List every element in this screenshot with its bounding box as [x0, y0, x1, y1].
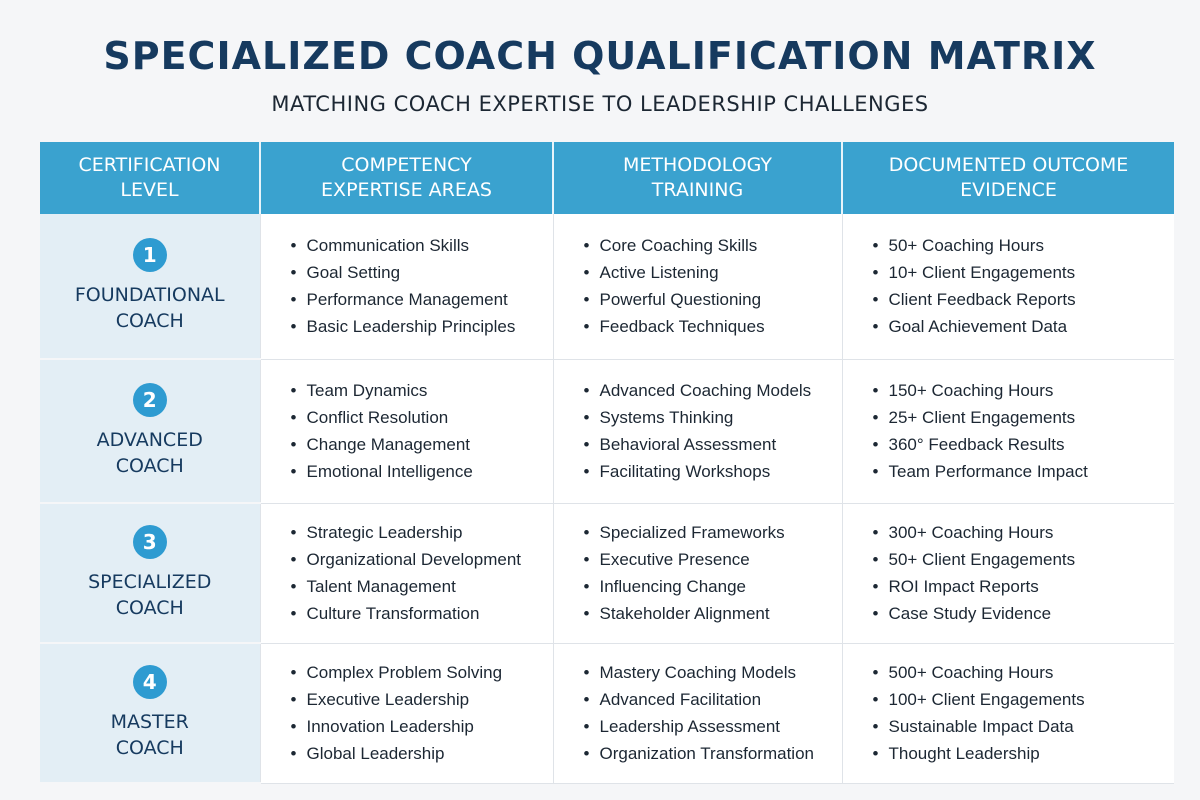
competency-list	[261, 232, 553, 340]
list-item: • 300+ Coaching Hours	[873, 519, 1175, 546]
list-item: • Innovation Leadership	[291, 713, 553, 740]
list-item: • Team Dynamics	[291, 377, 553, 404]
list-item: • Goal Achievement Data	[873, 313, 1175, 340]
list-item: • Talent Management	[291, 573, 553, 600]
qualification-matrix-table	[40, 142, 1174, 784]
list-item: • Core Coaching Skills	[584, 232, 842, 259]
evidence-list	[843, 519, 1175, 627]
list-item: • Sustainable Impact Data	[873, 713, 1175, 740]
list-item: • Change Management	[291, 431, 553, 458]
evidence-cell	[842, 214, 1174, 359]
list-item: • 25+ Client Engagements	[873, 404, 1175, 431]
competency-cell	[260, 643, 553, 783]
page-title: SPECIALIZED COACH QUALIFICATION MATRIX	[103, 34, 1097, 78]
evidence-cell	[842, 643, 1174, 783]
level-cell	[40, 643, 260, 783]
list-item: • Advanced Coaching Models	[584, 377, 842, 404]
list-item: • Goal Setting	[291, 259, 553, 286]
list-item: • Team Performance Impact	[873, 458, 1175, 485]
list-item: • Leadership Assessment	[584, 713, 842, 740]
level-name: MASTER COACH	[110, 711, 189, 759]
evidence-list	[843, 659, 1175, 767]
methodology-list	[554, 519, 842, 627]
list-item: • 50+ Coaching Hours	[873, 232, 1175, 259]
methodology-list	[554, 659, 842, 767]
level-cell	[40, 214, 260, 359]
methodology-list	[554, 232, 842, 340]
level-number-badge: 4	[133, 665, 167, 699]
level-number-badge: 1	[133, 238, 167, 272]
list-item: • Executive Leadership	[291, 686, 553, 713]
list-item: • Influencing Change	[584, 573, 842, 600]
list-item: • 500+ Coaching Hours	[873, 659, 1175, 686]
competency-list	[261, 377, 553, 485]
evidence-list	[843, 377, 1175, 485]
methodology-cell	[553, 359, 842, 503]
level-name: ADVANCED COACH	[96, 429, 203, 477]
header-label: CERTIFICATION LEVEL	[78, 154, 221, 201]
competency-list	[261, 519, 553, 627]
evidence-list	[843, 232, 1175, 340]
list-item: • Strategic Leadership	[291, 519, 553, 546]
page-subtitle: MATCHING COACH EXPERTISE TO LEADERSHIP CHALLENGES	[271, 92, 929, 116]
competency-cell	[260, 359, 553, 503]
list-item: • Stakeholder Alignment	[584, 600, 842, 627]
list-item: • Conflict Resolution	[291, 404, 553, 431]
methodology-cell	[553, 214, 842, 359]
table-header-row	[40, 142, 1174, 214]
methodology-list	[554, 377, 842, 485]
list-item: • 150+ Coaching Hours	[873, 377, 1175, 404]
list-item: • Advanced Facilitation	[584, 686, 842, 713]
list-item: • Thought Leadership	[873, 740, 1175, 767]
list-item: • 10+ Client Engagements	[873, 259, 1175, 286]
level-number-badge: 3	[133, 525, 167, 559]
level-cell	[40, 503, 260, 643]
list-item: • 50+ Client Engagements	[873, 546, 1175, 573]
list-item: • 100+ Client Engagements	[873, 686, 1175, 713]
list-item: • Executive Presence	[584, 546, 842, 573]
evidence-cell	[842, 503, 1174, 643]
list-item: • Facilitating Workshops	[584, 458, 842, 485]
header-competency-expertise-areas	[260, 142, 553, 214]
list-item: • Global Leadership	[291, 740, 553, 767]
list-item: • Organizational Development	[291, 546, 553, 573]
level-number-badge: 2	[133, 383, 167, 417]
header-label: METHODOLOGY TRAINING	[622, 154, 773, 201]
list-item: • 360° Feedback Results	[873, 431, 1175, 458]
header-methodology-training	[553, 142, 842, 214]
level-name: SPECIALIZED COACH	[88, 571, 212, 619]
header-label: DOCUMENTED OUTCOME EVIDENCE	[888, 154, 1129, 201]
header-certification-level	[40, 142, 260, 214]
level-name: FOUNDATIONAL COACH	[74, 284, 225, 332]
competency-cell	[260, 503, 553, 643]
list-item: • Organization Transformation	[584, 740, 842, 767]
list-item: • Basic Leadership Principles	[291, 313, 553, 340]
table-row	[40, 214, 1174, 359]
list-item: • Communication Skills	[291, 232, 553, 259]
competency-list	[261, 659, 553, 767]
table-row	[40, 359, 1174, 503]
list-item: • ROI Impact Reports	[873, 573, 1175, 600]
methodology-cell	[553, 503, 842, 643]
evidence-cell	[842, 359, 1174, 503]
list-item: • Feedback Techniques	[584, 313, 842, 340]
competency-cell	[260, 214, 553, 359]
header-label: COMPETENCY EXPERTISE AREAS	[321, 154, 492, 201]
methodology-cell	[553, 643, 842, 783]
list-item: • Emotional Intelligence	[291, 458, 553, 485]
list-item: • Performance Management	[291, 286, 553, 313]
list-item: • Specialized Frameworks	[584, 519, 842, 546]
header-documented-outcome-evidence	[842, 142, 1174, 214]
table-row	[40, 503, 1174, 643]
list-item: • Case Study Evidence	[873, 600, 1175, 627]
list-item: • Client Feedback Reports	[873, 286, 1175, 313]
list-item: • Powerful Questioning	[584, 286, 842, 313]
list-item: • Complex Problem Solving	[291, 659, 553, 686]
list-item: • Active Listening	[584, 259, 842, 286]
list-item: • Culture Transformation	[291, 600, 553, 627]
table-row	[40, 643, 1174, 783]
list-item: • Behavioral Assessment	[584, 431, 842, 458]
level-cell	[40, 359, 260, 503]
list-item: • Systems Thinking	[584, 404, 842, 431]
list-item: • Mastery Coaching Models	[584, 659, 842, 686]
